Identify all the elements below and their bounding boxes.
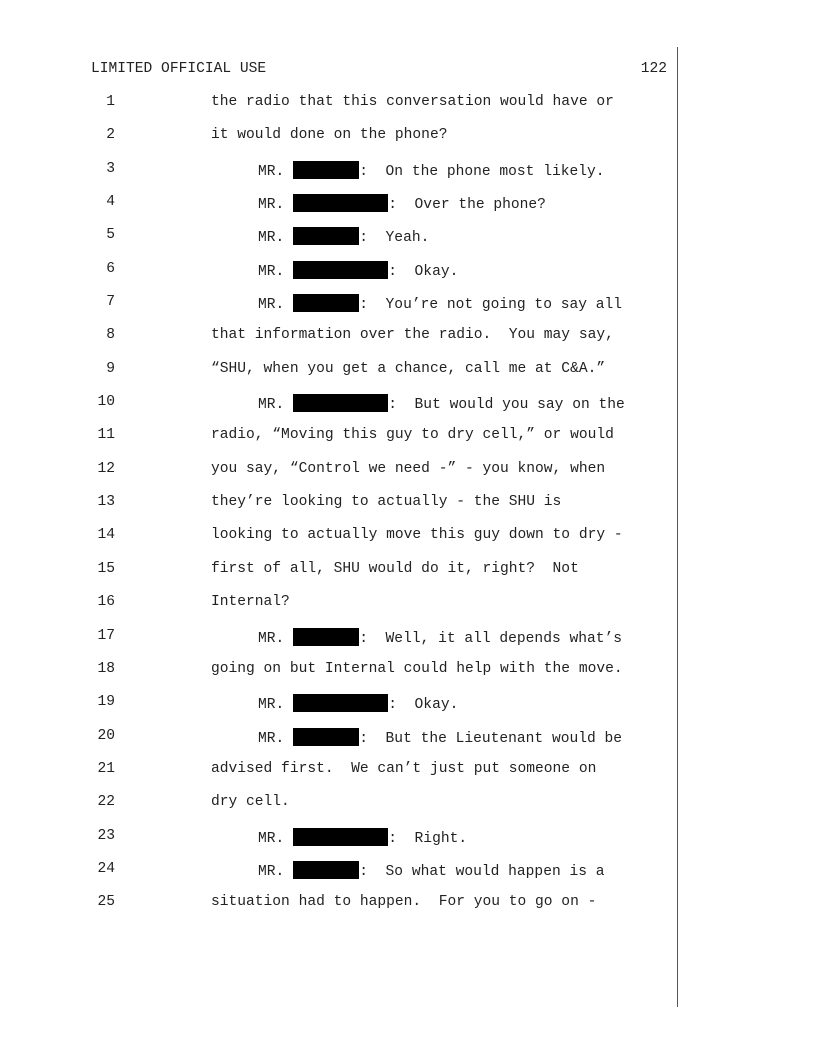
line-content: going on but Internal could help with the move. (211, 660, 623, 677)
line-number: 1 (106, 94, 115, 110)
transcript-line (0, 394, 816, 427)
line-text (211, 761, 596, 777)
line-text (211, 461, 605, 477)
line-number: 7 (106, 294, 115, 311)
line-number: 16 (97, 594, 115, 611)
line-number: 3 (106, 160, 115, 177)
transcript-line (0, 161, 816, 194)
transcript-line (0, 761, 816, 794)
line-number: 2 (106, 127, 115, 144)
redaction-block (293, 294, 359, 312)
line-content: it would done on the phone? (211, 127, 448, 144)
line-number: 23 (97, 827, 115, 844)
redaction-block (293, 394, 388, 412)
line-number: 22 (97, 794, 115, 811)
line-text (258, 728, 622, 747)
line-text (258, 694, 458, 713)
speaker-title: MR. (258, 397, 285, 414)
transcript-line (0, 728, 816, 761)
line-text (258, 628, 622, 647)
transcript-line (0, 494, 816, 527)
transcript-line (0, 794, 816, 827)
transcript-line (0, 294, 816, 327)
line-text (211, 127, 447, 143)
page-number: 122 (640, 61, 667, 77)
line-number: 14 (97, 527, 115, 544)
transcript-line (0, 694, 816, 727)
line-text (258, 161, 605, 180)
transcript-line (0, 594, 816, 627)
redaction-block (293, 694, 388, 712)
speaker-title: MR. (258, 263, 285, 280)
line-content: : On the phone most likely. (359, 163, 605, 180)
redaction-block (293, 861, 359, 879)
line-content: : Well, it all depends what’s (359, 630, 623, 647)
line-content: dry cell. (211, 794, 290, 811)
line-number: 4 (106, 194, 115, 211)
line-content: the radio that this conversation would have or (211, 94, 614, 110)
line-text (211, 494, 561, 510)
line-content: : But the Lieutenant would be (359, 730, 623, 747)
line-content: : Over the phone? (388, 197, 546, 214)
speaker-title: MR. (258, 230, 285, 247)
line-content: that information over the radio. You may say, (211, 327, 614, 344)
transcript-line (0, 661, 816, 694)
transcript-line (0, 461, 816, 494)
line-text (211, 427, 614, 443)
speaker-title: MR. (258, 863, 285, 880)
transcript-line (0, 427, 816, 460)
line-number: 25 (97, 894, 115, 911)
line-text (211, 661, 623, 677)
line-content: : Yeah. (359, 230, 430, 247)
speaker-title: MR. (258, 197, 285, 214)
line-text (211, 361, 605, 377)
transcript-lines (0, 94, 816, 928)
line-text (211, 527, 623, 543)
line-number: 8 (106, 327, 115, 344)
line-content: : You’re not going to say all (359, 297, 623, 314)
transcript-line (0, 527, 816, 560)
line-content: radio, “Moving this guy to dry cell,” or would (211, 427, 614, 444)
transcript-line (0, 628, 816, 661)
line-content: : Okay. (388, 263, 459, 280)
redaction-block (293, 828, 388, 846)
line-text (258, 261, 458, 280)
speaker-title: MR. (258, 830, 285, 847)
line-content: : Right. (388, 830, 468, 847)
line-content: : Okay. (388, 697, 459, 714)
redaction-block (293, 161, 359, 179)
transcript-line (0, 361, 816, 394)
line-text (258, 828, 467, 847)
redaction-block (293, 728, 359, 746)
line-content: : So what would happen is a (359, 863, 605, 880)
transcript-line (0, 561, 816, 594)
speaker-title: MR. (258, 730, 285, 747)
transcript-line (0, 94, 816, 127)
line-text (211, 794, 290, 810)
line-text (258, 294, 622, 313)
line-text (211, 561, 579, 577)
line-content: looking to actually move this guy down to dry - (211, 527, 623, 544)
line-text (258, 394, 625, 413)
line-content: first of all, SHU would do it, right? Not (211, 560, 579, 577)
transcript-line (0, 828, 816, 861)
line-number: 12 (97, 460, 115, 477)
line-number: 10 (97, 394, 115, 411)
line-text (211, 594, 290, 610)
speaker-title: MR. (258, 297, 285, 314)
line-content: “SHU, when you get a chance, call me at C&A.” (211, 360, 606, 377)
line-number: 20 (97, 727, 115, 744)
line-content: Internal? (211, 594, 290, 611)
redaction-block (293, 628, 359, 646)
transcript-line (0, 327, 816, 360)
line-number: 6 (106, 260, 115, 277)
redaction-block (293, 261, 388, 279)
line-text (258, 227, 429, 246)
line-content: you say, “Control we need -” - you know, when (211, 460, 606, 477)
transcript-line (0, 261, 816, 294)
line-number: 5 (106, 227, 115, 244)
speaker-title: MR. (258, 163, 285, 180)
line-text (211, 894, 596, 910)
line-text (258, 861, 605, 880)
line-text (258, 194, 546, 213)
line-text (211, 94, 614, 110)
line-number: 15 (97, 560, 115, 577)
redaction-block (293, 227, 359, 245)
transcript-line (0, 861, 816, 894)
line-number: 19 (97, 694, 115, 711)
transcript-line (0, 227, 816, 260)
transcript-line (0, 894, 816, 927)
line-number: 17 (97, 627, 115, 644)
line-number: 11 (97, 427, 115, 444)
line-number: 24 (97, 860, 115, 877)
line-number: 13 (97, 494, 115, 511)
line-content: they’re looking to actually - the SHU is (211, 494, 562, 511)
speaker-title: MR. (258, 630, 285, 647)
speaker-title: MR. (258, 697, 285, 714)
transcript-line (0, 127, 816, 160)
line-number: 21 (97, 760, 115, 777)
transcript-line (0, 194, 816, 227)
line-number: 18 (97, 660, 115, 677)
redaction-block (293, 194, 388, 212)
line-content: advised first. We can’t just put someone on (211, 760, 597, 777)
line-content: : But would you say on the (388, 397, 625, 414)
line-content: situation had to happen. For you to go on - (211, 894, 597, 911)
line-text (211, 327, 614, 343)
classification-header: LIMITED OFFICIAL USE (91, 61, 267, 77)
line-number: 9 (106, 360, 115, 377)
